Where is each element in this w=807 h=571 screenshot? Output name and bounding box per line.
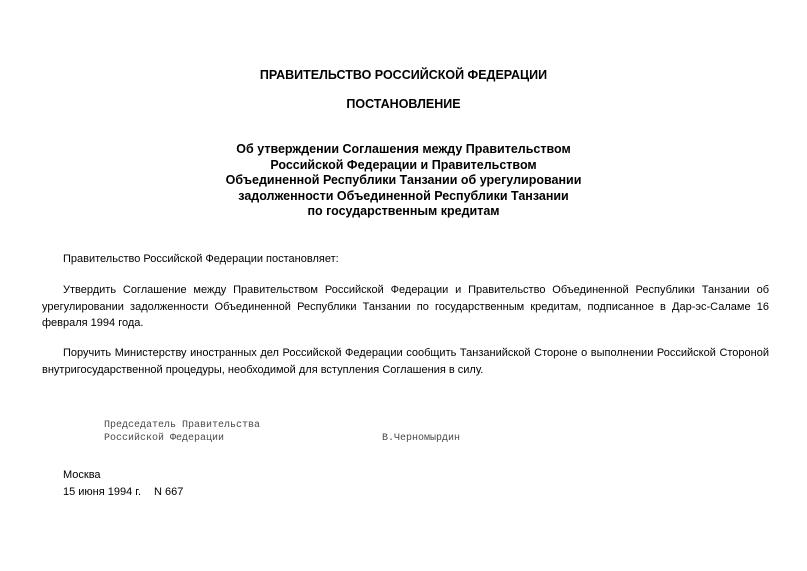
document-number: N 667: [154, 486, 184, 498]
signatory-name: В.Черномырдин: [382, 433, 461, 444]
title-line: Объединенной Республики Танзании об урегулировании: [225, 173, 582, 187]
signatory-position-line-2: Российской Федерации: [104, 433, 225, 444]
instruct-paragraph: [42, 345, 769, 378]
approve-text: Утвердить Соглашение между Правительством Российской Федерации и Правительство Объединенной Республики Танзании об урегулировании задолженности Объединенной Республики Танзании по государственным кредитам, подписанное в Дар-эс-Саламе 16 февраля 1994 года.: [42, 284, 769, 329]
title-line: по государственным кредитам: [307, 204, 500, 218]
title-line: Об утверждении Соглашения между Правительством: [236, 142, 571, 156]
signatory-position-line-1: Председатель Правительства: [104, 420, 261, 431]
document-type: ПОСТАНОВЛЕНИЕ: [346, 97, 461, 111]
issuing-authority: ПРАВИТЕЛЬСТВО РОССИЙСКОЙ ФЕДЕРАЦИИ: [259, 68, 548, 82]
signing-place: Москва: [63, 469, 101, 481]
title-line: задолженности Объединенной Республики Танзании: [238, 188, 569, 203]
intro-text: Правительство Российской Федерации постановляет:: [63, 253, 339, 265]
title-line: Российской Федерации и Правительством: [270, 157, 537, 172]
intro-paragraph: [42, 251, 769, 268]
document-date: 15 июня 1994 г.: [63, 486, 142, 498]
approve-paragraph: [42, 282, 769, 332]
instruct-text: Поручить Министерству иностранных дел Российской Федерации сообщить Танзанийской Стороне о выполнении Российской Стороной внутригосударственной процедуры, необходимой для вступления Соглашения в силу.: [42, 347, 769, 376]
document-title: [0, 142, 807, 220]
